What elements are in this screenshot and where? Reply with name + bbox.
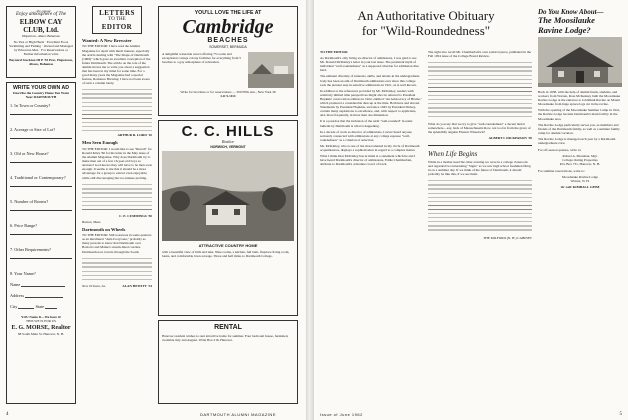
book-gutter bbox=[306, 0, 314, 420]
ravine-lodge-photo bbox=[538, 37, 622, 87]
sidebar-paragraph-4: The Ravine Lodge is managed each year by a Dartmouth undergraduate crew. bbox=[538, 136, 616, 146]
hills-name: C. C. HILLS bbox=[181, 123, 275, 140]
sidebar-contact-5: Warren, N. H. bbox=[570, 178, 590, 183]
right-page-number: 5 bbox=[619, 412, 622, 417]
letters-column bbox=[82, 6, 152, 406]
question-8: 8. Your Name? bbox=[10, 271, 36, 277]
cambridge-body: A delightful waterside resort offering 75 rooms and exceptional cottage colony facilities for everything from 5 beaches to a gay atmosphere of relaxation. bbox=[162, 52, 241, 65]
address-field[interactable]: Address bbox=[10, 293, 72, 298]
question-6: 6. Price Range? bbox=[10, 223, 38, 229]
sidebar-paragraph-2: With the opening of the Moosilauke Summer Camp in 1941, the Ravine Lodge became Dartmouth's main facility in the Moosilauke area. bbox=[538, 108, 621, 121]
sidebar-contact-2: College Outing Properties bbox=[562, 158, 598, 163]
write-your-own-ad bbox=[6, 82, 76, 404]
elbow-location: Hopetown, Abaco Bahamas bbox=[22, 33, 60, 38]
sidebar-contact-1: Robert A. Monahan, Mgr. bbox=[562, 154, 598, 159]
article-title-2: for "Wild-Roundedness" bbox=[361, 23, 491, 38]
letter-2-body: TO THE EDITOR: I would like to see "Rurrah" for Ronald Kiley '60 for his letter in the May issue of the Alumni Magazine. Why does Dartmouth try to make men out of a few 16-year-old boys so anxious? God knows they will have to be men soon enough. It seems to me that it should be a more advantage for a group to extract even enjoyable, while still discouraging the too-intense probing. bbox=[82, 146, 152, 180]
when-life-begins-cont bbox=[428, 178, 532, 234]
letters-heading-box bbox=[92, 6, 142, 34]
letter-2-location: Boston, Mass. bbox=[82, 219, 102, 224]
article-salutation: TO THE EDITOR: bbox=[320, 50, 349, 54]
sidebar-paragraph-5: For off-season queries, write to: bbox=[538, 148, 582, 153]
form-title: WRITE YOUR OWN AD bbox=[13, 85, 69, 91]
cambridge-beaches: BEACHES bbox=[207, 37, 249, 44]
sidebar-heading-3: Ravine Lodge? bbox=[538, 25, 591, 35]
left-page-number: 4 bbox=[6, 412, 9, 417]
sidebar-heading-2: The Moosilauke bbox=[538, 15, 595, 25]
article-column-1 bbox=[320, 50, 422, 400]
when-life-begins-credit: THE MILFORD (N. H.) CABINET bbox=[483, 235, 532, 240]
elbow-name-1: ELBOW CAY bbox=[19, 17, 63, 26]
name-field[interactable]: Name bbox=[10, 282, 72, 287]
letter-3-body-cont bbox=[82, 256, 152, 282]
letter-3-location: New Orleans, La. bbox=[82, 283, 106, 288]
morse-realtor: E. G. MORSE, Realtor bbox=[11, 325, 71, 332]
article-paragraph-9: What do you say that we try to give "well-roundedness" a decent burial somewhere—say, back of Massachusetts Row, not too far from the grave of the splendidly angular Eleazar Wheelock? bbox=[428, 122, 531, 135]
sidebar-paragraph-6: For summer reservations, write to: bbox=[538, 168, 585, 173]
hills-body: with a beautiful view of hills and lake. Nine rooms, a kitchen, full bath, fireplace living room, barns, and comfortable lawn acreage. Three and half miles to Dartmouth College. bbox=[162, 250, 290, 259]
footer-issue: Issue of June 1962 bbox=[320, 412, 363, 417]
rental-title: RENTAL bbox=[214, 324, 242, 331]
hills-caption: ATTRACTIVE COUNTRY HOME bbox=[198, 242, 258, 248]
article-paragraph-4: It is a paradox that the inclusion of the term "well-rounded" in some bulletin by Dartmouth is what is happening. bbox=[320, 119, 413, 128]
moosilauke-sidebar bbox=[538, 8, 622, 402]
article-paragraph-7: What I think Don McKinley has in mind is a statement which he and I have heard Dartmouth's director of admissions, Eddie Chamberlain, attribute to Dartmouth's articulate crowd of track. bbox=[320, 154, 416, 167]
sidebar-heading-1: Do You Know About— bbox=[538, 8, 604, 16]
elbow-body: No Ties or High Heels · Excellent Food, Swimming and Fishing · Owned and Managed by Princeton Men · For Reservations or Further Information write bbox=[9, 39, 73, 57]
cambridge-contact: Write for brochure or for reservations — 500 Fifth Ave., New York 36 bbox=[180, 90, 276, 95]
letter-3-heading: Dartmouth on Wheels bbox=[82, 226, 126, 232]
letter-1-signature: ARTHUR R. LORD '10 bbox=[117, 133, 152, 138]
elbow-contact: Baynard Stockton III P '55 Pres. Hopetown, Abaco, Bahamas bbox=[9, 58, 73, 67]
sidebar-contact-4: Moosilauke Ravine Lodge bbox=[562, 174, 598, 179]
cambridge-pre: YOU'LL LOVE THE LIFE AT bbox=[194, 10, 262, 16]
letter-1-body: TO THE EDITOR: I have read the Alumni Magazine for April with much interest, especially the article dealing with "The Shape of Dartmouth (1969)" which gave an excellent conception of the future Dartmouth. The article on the role of the alumni moves me to write you about a suggestion that has been in my mind for some time. For a good many years the Magazine had a special feature, Romance Brewing. I have not been aware of such a column lately. bbox=[82, 44, 151, 86]
sidebar-telephone: Or call: KIMBALL 4-8958 bbox=[560, 184, 600, 189]
question-7: 7. Other Requirements? bbox=[10, 247, 51, 253]
article-paragraph-2: The eminent diversity of interests, skills, and talents in the undergraduate body has been an aim of Dartmouth admissions ever since this college took the pioneer step in selective admissions in 1921, as is well known. bbox=[320, 74, 420, 87]
letters-heading-3: EDITOR bbox=[101, 23, 133, 31]
sidebar-paragraph-1: Back in 1938, with the help of alumni funds, students, and workers from Warren, Ross McKenney built the Moosilauke Ravine Lodge at the entrance to Jobildunk Ravine on Mount Moosilauke from huge spruce logs cut in the ravine. bbox=[538, 90, 621, 107]
cambridge-photo bbox=[248, 52, 294, 88]
form-send: THIS WE IS FOR US bbox=[25, 319, 57, 324]
article-paragraph-3: In addition to the references provided by Mr. McKinley, readers with relatively limited time perspectives might also be referred to President Hopkins' convocation address in 1922, entitled "An Aristocracy of Brains," which produced a considerable dust-up at the time. Both here and abroad. Statements by President Hopkins, and since 1945 by President Dickey, contain many aspirations to excellence, and, with respect to applicants, and, more frequently, in more than one dimension. bbox=[320, 88, 422, 118]
letter-1-body-cont bbox=[82, 87, 152, 131]
cambridge-location: SOMERSET, BERMUDA bbox=[209, 45, 247, 49]
morse-address: 68 South Main St. Hanover, N. H. bbox=[17, 332, 65, 337]
elbow-cay-ad bbox=[6, 6, 76, 78]
article-paragraph-6: Mr. McKinley, who is one of the most talented in my circle of Dartmouth acquaintances, displays a sophistication in regard to a complex matter. bbox=[320, 143, 420, 152]
right-page bbox=[314, 0, 628, 420]
article-signature: ALBERT I. DICKERSON '30 bbox=[488, 136, 532, 141]
question-1: 1. In Town or Country? bbox=[10, 103, 51, 109]
article-title-1: An Authoritative Obituary bbox=[357, 8, 495, 23]
question-5: 5. Number of Rooms? bbox=[10, 199, 49, 205]
rental-body: Hanover resident wishes to rent attractive home for summer. Four bedroom house, furnished, available July and August. Write Box 216, Hanover. bbox=[162, 334, 289, 343]
question-2: 2. Acreage or Size of Lot? bbox=[10, 127, 56, 133]
elbow-tagline-2: Enjoy atmosphere of The bbox=[16, 12, 66, 18]
when-life-begins-body: While in a mother need the other evening we were in a college classroom and regarded two interesting "Signs" as we saw high school freshmen filing in on a summer day. If we think of the future of Dartmouth, it should probably be like this, if we see them. bbox=[428, 159, 531, 176]
question-4: 4. Traditional or Contemporary? bbox=[10, 175, 66, 181]
hills-location: NORWICH, VERMONT bbox=[210, 144, 246, 149]
letter-2-signature: C. E. CUMMINGS '50 bbox=[119, 213, 152, 218]
article-column-2 bbox=[428, 50, 532, 400]
sidebar-contact-3: P.O. Box 731, Hanover, N. H. bbox=[559, 162, 601, 167]
left-page bbox=[0, 0, 306, 420]
elbow-tagline-1: . . . the casual bbox=[31, 9, 51, 13]
form-subtitle: Describe the Country Home You Want Near DARTMOUTH bbox=[13, 91, 69, 100]
cambridge-phone: LO 5-1114 bbox=[220, 94, 236, 99]
when-life-begins-heading: When Life Begins bbox=[428, 149, 478, 158]
cambridge-beaches-ad bbox=[158, 6, 298, 116]
letters-heading-1: LETTERS bbox=[99, 9, 135, 17]
country-home-photo bbox=[162, 151, 294, 241]
rental-ad bbox=[158, 320, 298, 404]
article-paragraph-8: The sight also recall Mr. Chamberlain's own satirical piece, published in the Fall 1954 issue of the College Board Review. bbox=[428, 50, 531, 59]
letter-1-heading: Wanted: A New Brewster bbox=[82, 38, 132, 43]
letter-3-body: TO THE EDITOR: Still notorious in some quarters as an intramural "Anti-Ivorycana," probably as many persons to know that Dartmouth over Boston's and Maine's stream-lined coaches. Dartmouth now travels through the South. bbox=[82, 233, 152, 254]
letter-2-heading: Men Seen Enough bbox=[82, 140, 118, 146]
letter-2-body-cont bbox=[82, 182, 152, 212]
question-3: 3. Old or New House? bbox=[10, 151, 49, 157]
cc-hills-ad bbox=[158, 120, 298, 316]
hills-sub: Realtor bbox=[222, 139, 234, 144]
article-paragraph-1: As Dartmouth's only living ex-director of admissions, I was glad to see Mr. Donald McKinley's letter in your last issue. The persistent myth of individual "well-roundedness" as a supposed criterion for admission dies hard. bbox=[320, 56, 419, 73]
elbow-name-2: CLUB, Ltd. bbox=[23, 25, 59, 34]
sidebar-paragraph-3: The Ravine Lodge particularly serves you, as members and friends of the Dartmouth family, as well as a summer family camp for alumni vacation. bbox=[538, 122, 620, 135]
article-title-block bbox=[320, 8, 532, 48]
article-paragraph-cont bbox=[428, 60, 532, 120]
city-state-field[interactable]: City State bbox=[10, 304, 72, 309]
cambridge-name: Cambridge bbox=[182, 16, 274, 38]
form-slogan: YOU Name It—We have it! bbox=[21, 315, 61, 320]
article-paragraph-5: In a decade of work as director of admissions, I never heard anyone seriously connected with admissions at any college espouse "well-roundedness" as a criterion of selection. bbox=[320, 129, 412, 142]
letter-3-signature: ALAN HEWITT '34 bbox=[122, 283, 152, 288]
letters-heading-2: TO THE bbox=[108, 17, 126, 22]
footer-magazine-title: DARTMOUTH ALUMNI MAGAZINE bbox=[200, 412, 276, 417]
